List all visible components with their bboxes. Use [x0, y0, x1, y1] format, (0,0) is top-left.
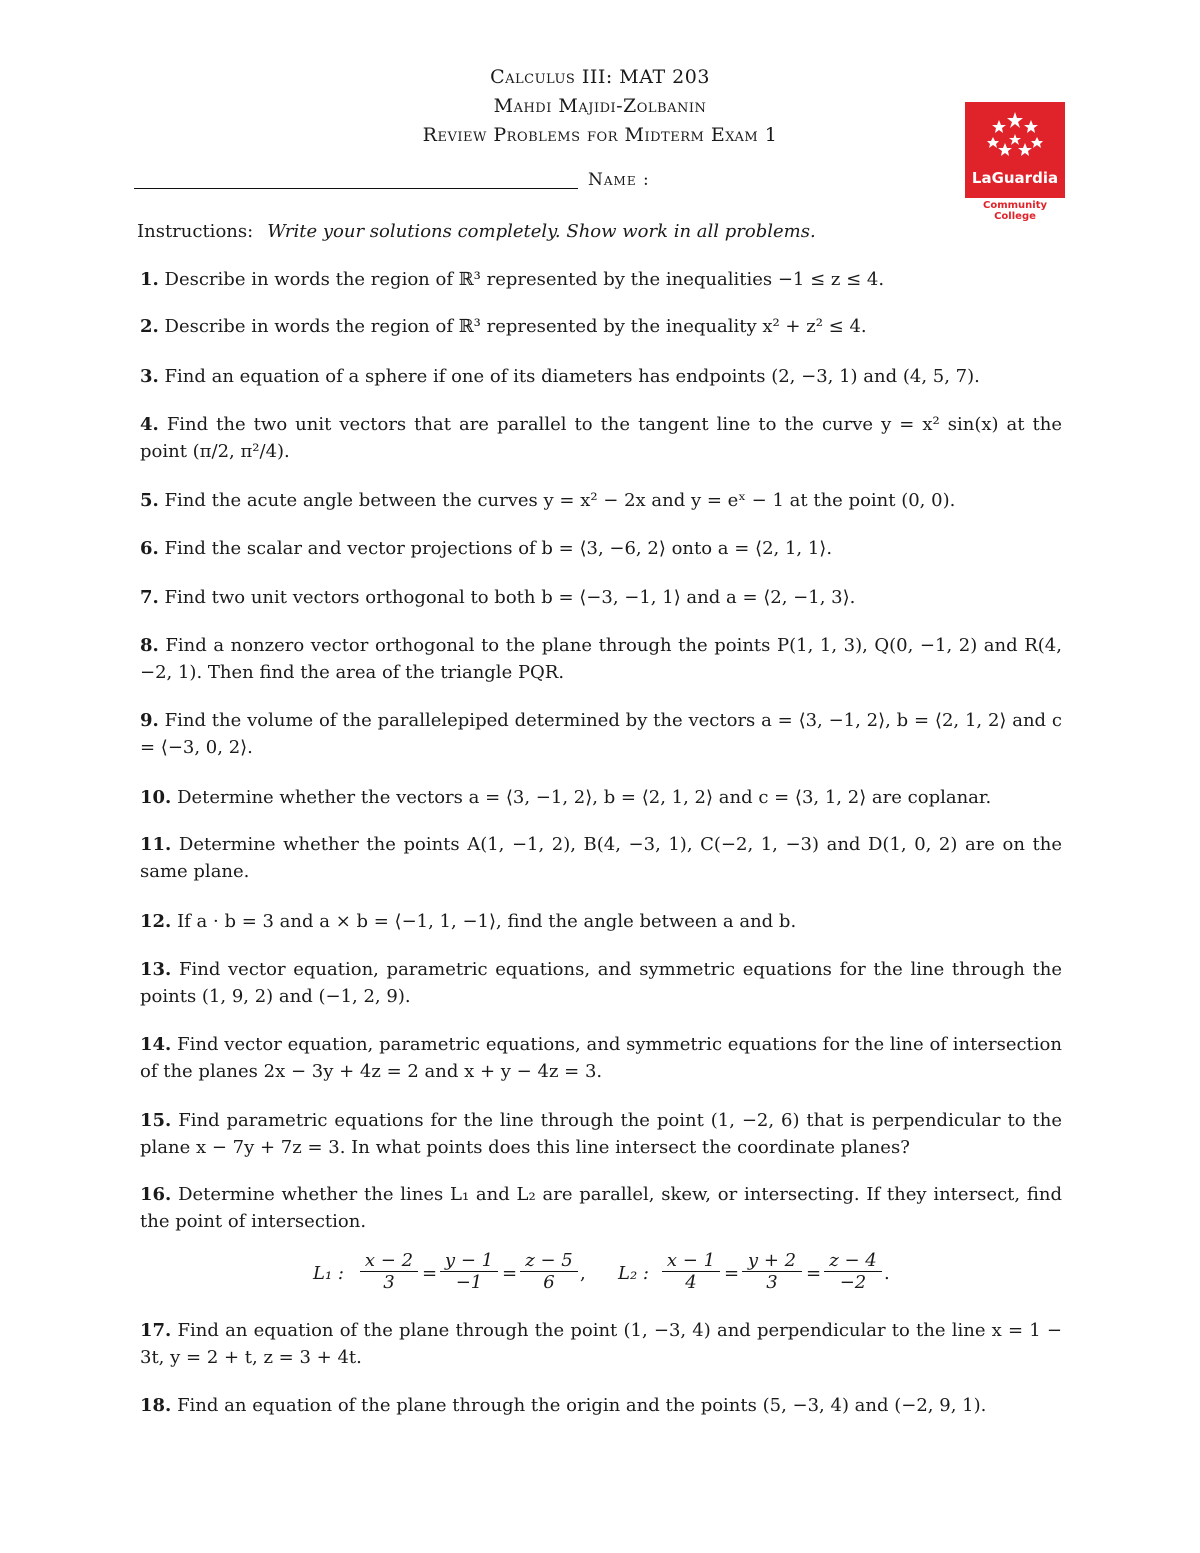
problem-11: 11. Determine whether the points A(1, −1, 2), B(4, −3, 1), C(−2, 1, −3) and D(1, 0, 2) are on the same plane. [140, 834, 1062, 882]
problem-18: 18. Find an equation of the plane through the origin and the points (5, −3, 4) and (−2, 9, 1). [140, 1395, 987, 1416]
equals-sign: = [502, 1263, 518, 1284]
problem-12: 12. If a · b = 3 and a × b = ⟨−1, 1, −1⟩, find the angle between a and b. [140, 911, 797, 932]
logo-subtitle: Community College [982, 200, 1047, 222]
equals-sign: = [724, 1263, 740, 1284]
problem-8: 8. Find a nonzero vector orthogonal to the plane through the points P(1, 1, 3), Q(0, −1, 2) and R(4, −2, 1). Then find the area of the triangle PQR. [140, 635, 1062, 683]
l1-fraction-z: $\frac{z - 5}{6}$ [520, 1250, 578, 1293]
problem-16: 16. Determine whether the lines L₁ and L₂ are parallel, skew, or intersecting. If they intersect, find the point of intersection. [140, 1184, 1062, 1232]
problem-3: 3. Find an equation of a sphere if one of its diameters has endpoints (2, −3, 1) and (4, 5, 7). [140, 366, 980, 387]
l2-fraction-z: $\frac{z - 4}{-2}$ [824, 1250, 882, 1293]
period: . [884, 1263, 890, 1284]
l2-label: L₂ : [618, 1263, 649, 1284]
equals-sign: = [806, 1263, 822, 1284]
problem-14: 14. Find vector equation, parametric equations, and symmetric equations for the line of intersection of the planes 2x − 3y + 4z = 2 and x + y − 4z = 3. [140, 1034, 1062, 1082]
l2-fraction-x: $\frac{x - 1}{4}$ [662, 1250, 720, 1293]
problem-7: 7. Find two unit vectors orthogonal to both b = ⟨−3, −1, 1⟩ and a = ⟨2, −1, 3⟩. [140, 587, 856, 608]
star-cluster-icon [985, 110, 1045, 168]
problem-4: 4. Find the two unit vectors that are parallel to the tangent line to the curve y = x² sin(x) at the point (π/2, π²/4). [140, 414, 1062, 462]
course-title: Calculus III: MAT 203 [490, 66, 710, 88]
logo-text: LaGuardia [971, 169, 1059, 187]
document-title: Review Problems for Midterm Exam 1 [422, 124, 778, 146]
problem-15: 15. Find parametric equations for the line through the point (1, −2, 6) that is perpendicular to the plane x − 7y + 7z = 3. In what points does this line intersect the coordinate planes? [140, 1110, 1062, 1158]
problem-2: 2. Describe in words the region of ℝ³ represented by the inequality x² + z² ≤ 4. [140, 316, 867, 337]
problem-13: 13. Find vector equation, parametric equations, and symmetric equations for the line through the points (1, 9, 2) and (−1, 2, 9). [140, 959, 1062, 1007]
problem-1: 1. Describe in words the region of ℝ³ represented by the inequalities −1 ≤ z ≤ 4. [140, 269, 885, 290]
comma: , [580, 1263, 586, 1284]
name-label: Name : [588, 170, 650, 190]
problem-17: 17. Find an equation of the plane through the point (1, −3, 4) and perpendicular to the line x = 1 − 3t, y = 2 + t, z = 3 + 4t. [140, 1320, 1063, 1368]
logo-red-box [965, 102, 1065, 198]
l1-fraction-y: $\frac{y - 1}{-1}$ [440, 1250, 498, 1293]
name-input-line[interactable] [134, 188, 578, 189]
problem-9: 9. Find the volume of the parallelepiped determined by the vectors a = ⟨3, −1, 2⟩, b = ⟨2, 1, 2⟩ and c = ⟨−3, 0, 2⟩. [140, 710, 1062, 758]
instructions [137, 221, 816, 242]
symmetric-line-equations [0, 1250, 1200, 1310]
instructions-label: Instructions: [137, 221, 254, 242]
problem-10: 10. Determine whether the vectors a = ⟨3, −1, 2⟩, b = ⟨2, 1, 2⟩ and c = ⟨3, 1, 2⟩ are coplanar. [140, 787, 992, 808]
problem-5: 5. Find the acute angle between the curves y = x² − 2x and y = eˣ − 1 at the point (0, 0). [140, 490, 956, 511]
l1-fraction-x: $\frac{x - 2}{3}$ [360, 1250, 418, 1293]
instructions-text: Write your solutions completely. Show work in all problems. [267, 221, 816, 242]
problem-6: 6. Find the scalar and vector projections of b = ⟨3, −6, 2⟩ onto a = ⟨2, 1, 1⟩. [140, 538, 833, 559]
l1-label: L₁ : [313, 1263, 344, 1284]
college-logo [965, 102, 1065, 222]
author-name: Mahdi Majidi-Zolbanin [493, 95, 707, 117]
equals-sign: = [422, 1263, 438, 1284]
l2-fraction-y: $\frac{y + 2}{3}$ [742, 1250, 802, 1293]
